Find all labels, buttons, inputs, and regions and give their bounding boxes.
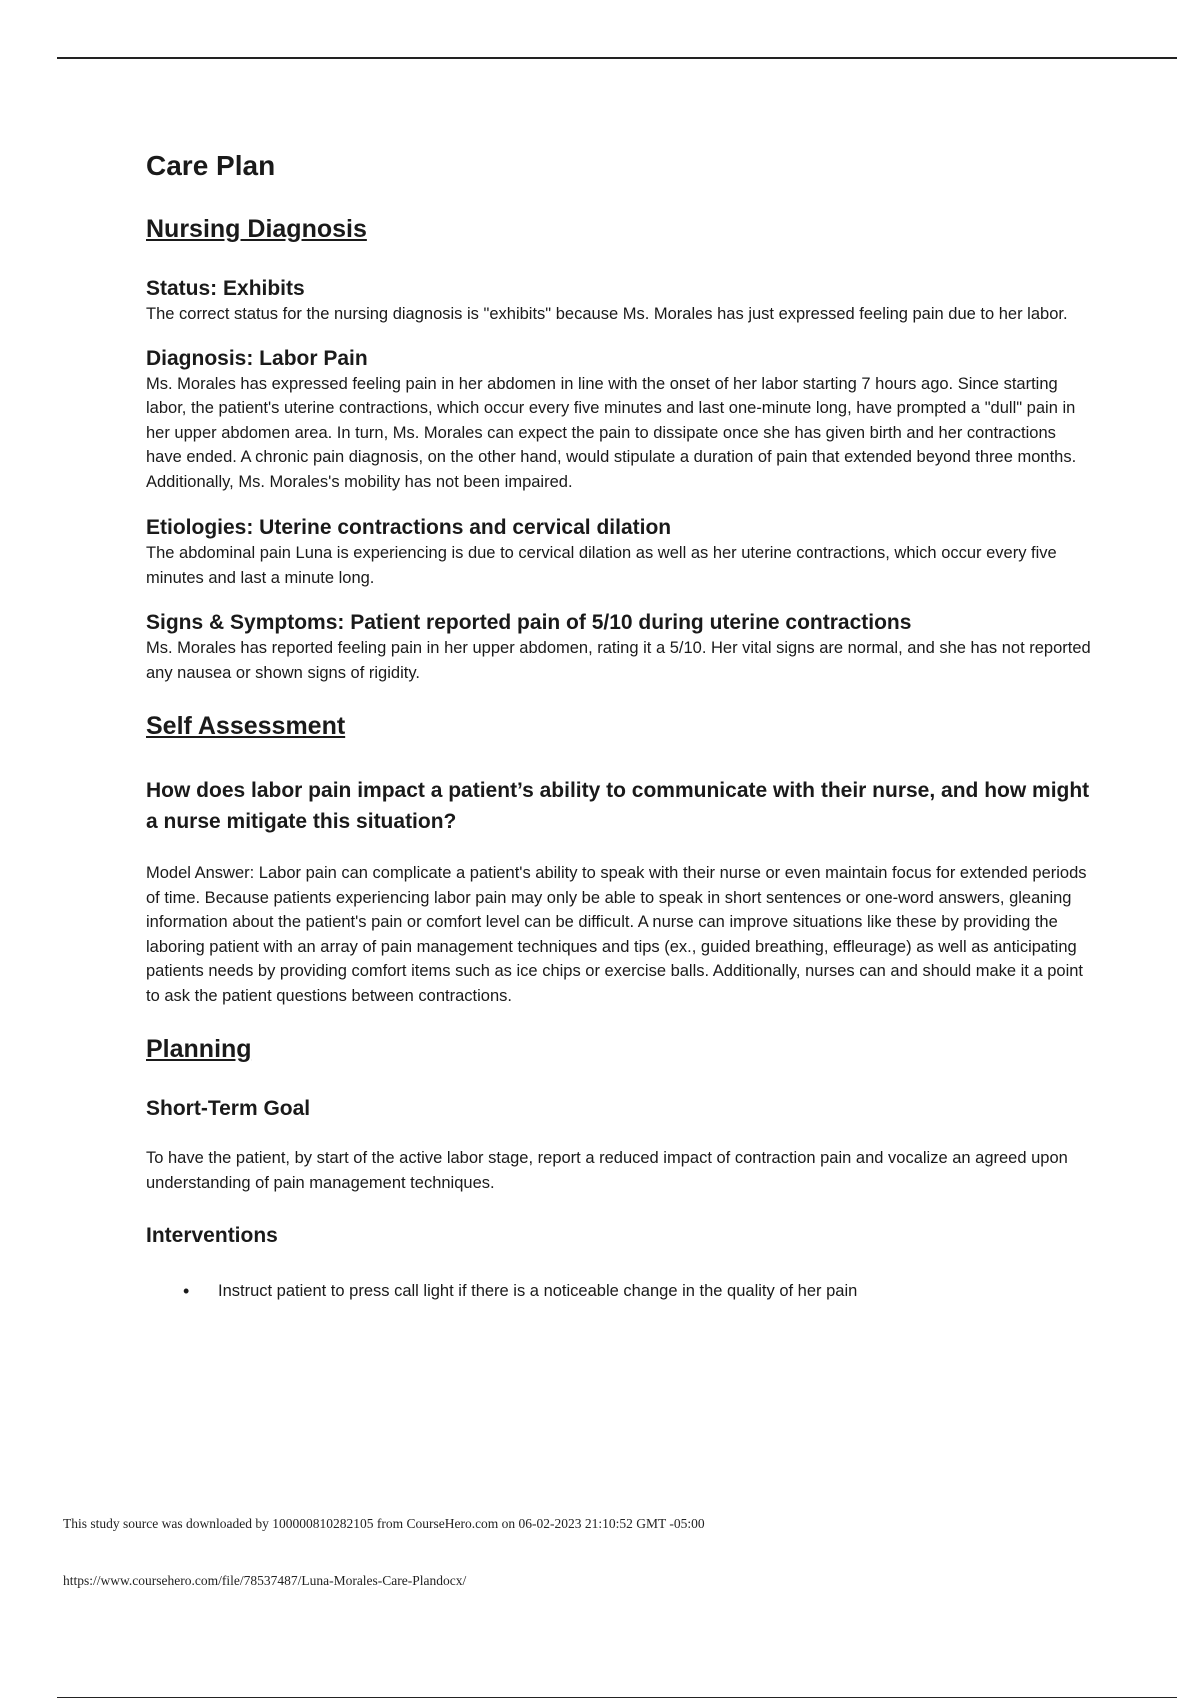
bullet-icon: • <box>183 1281 190 1301</box>
bottom-rule <box>57 1697 1177 1698</box>
self-assessment-question: How does labor pain impact a patient’s ability to communicate with their nurse, and how might a nurse mitigate this situation? <box>146 779 1090 833</box>
top-rule <box>57 57 1177 59</box>
etiologies-body: The abdominal pain Luna is experiencing is due to cervical dilation as well as her uterine contractions, which occur every five minutes and last a minute long. <box>146 544 1057 587</box>
intervention-text: Instruct patient to press call light if there is a noticeable change in the quality of her pain <box>218 1282 858 1300</box>
signs-symptoms-body: Ms. Morales has reported feeling pain in her upper abdomen, rating it a 5/10. Her vital signs are normal, and she has not reported any nausea or shown signs of rigidity. <box>146 639 1091 682</box>
short-term-goal-body: To have the patient, by start of the active labor stage, report a reduced impact of contraction pain and vocalize an agreed upon understanding of pain management techniques. <box>146 1149 1068 1192</box>
diagnosis-body: Ms. Morales has expressed feeling pain in her abdomen in line with the onset of her labor starting 7 hours ago. Since starting labor, the patient's uterine contractions, which occur every five minutes and last one-minute long, have prompted a "dull" pain in her upper abdomen area. In turn, Ms. Morales can expect the pain to dissipate once she has given birth and her contractions have ended. A chronic pain diagnosis, on the other hand, would stipulate a duration of pain that extended beyond three months. Additionally, Ms. Morales's mobility has not been impaired. <box>146 374 1077 491</box>
interventions-heading: Interventions <box>146 1224 278 1247</box>
interventions-list <box>146 1279 1091 1303</box>
status-heading: Status: Exhibits <box>146 277 305 300</box>
document-body <box>146 150 1091 1303</box>
etiologies-heading: Etiologies: Uterine contractions and cervical dilation <box>146 516 672 539</box>
document-title: Care Plan <box>146 150 276 181</box>
source-url[interactable]: https://www.coursehero.com/file/78537487/Luna-Morales-Care-Plandocx/ <box>63 1573 467 1588</box>
short-term-goal-heading: Short-Term Goal <box>146 1097 311 1120</box>
list-item <box>146 1279 1091 1303</box>
section-heading-nursing-diagnosis: Nursing Diagnosis <box>146 215 367 243</box>
section-heading-planning: Planning <box>146 1035 252 1063</box>
self-assessment-answer: Model Answer: Labor pain can complicate a patient's ability to speak with their nurse or even maintain focus for extended periods of time. Because patients experiencing labor pain may only be able to speak in short sentences or one-word answers, gleaning information about the patient's pain or comfort level can be difficult. A nurse can improve situations like these by providing the laboring patient with an array of pain management techniques and tips (ex., guided breathing, effleurage) as well as anticipating patients needs by providing comfort items such as ice chips or exercise balls. Additionally, nurses can and should make it a point to ask the patient questions between contractions. <box>146 864 1087 1005</box>
download-source-line: This study source was downloaded by 100000810282105 from CourseHero.com on 06-02-2023 21:10:52 GMT -05:00 <box>63 1516 705 1531</box>
signs-symptoms-heading: Signs & Symptoms: Patient reported pain of 5/10 during uterine contractions <box>146 611 912 634</box>
diagnosis-heading: Diagnosis: Labor Pain <box>146 346 368 370</box>
section-heading-self-assessment: Self Assessment <box>146 712 346 740</box>
status-body: The correct status for the nursing diagnosis is "exhibits" because Ms. Morales has just expressed feeling pain due to her labor. <box>146 305 1068 323</box>
